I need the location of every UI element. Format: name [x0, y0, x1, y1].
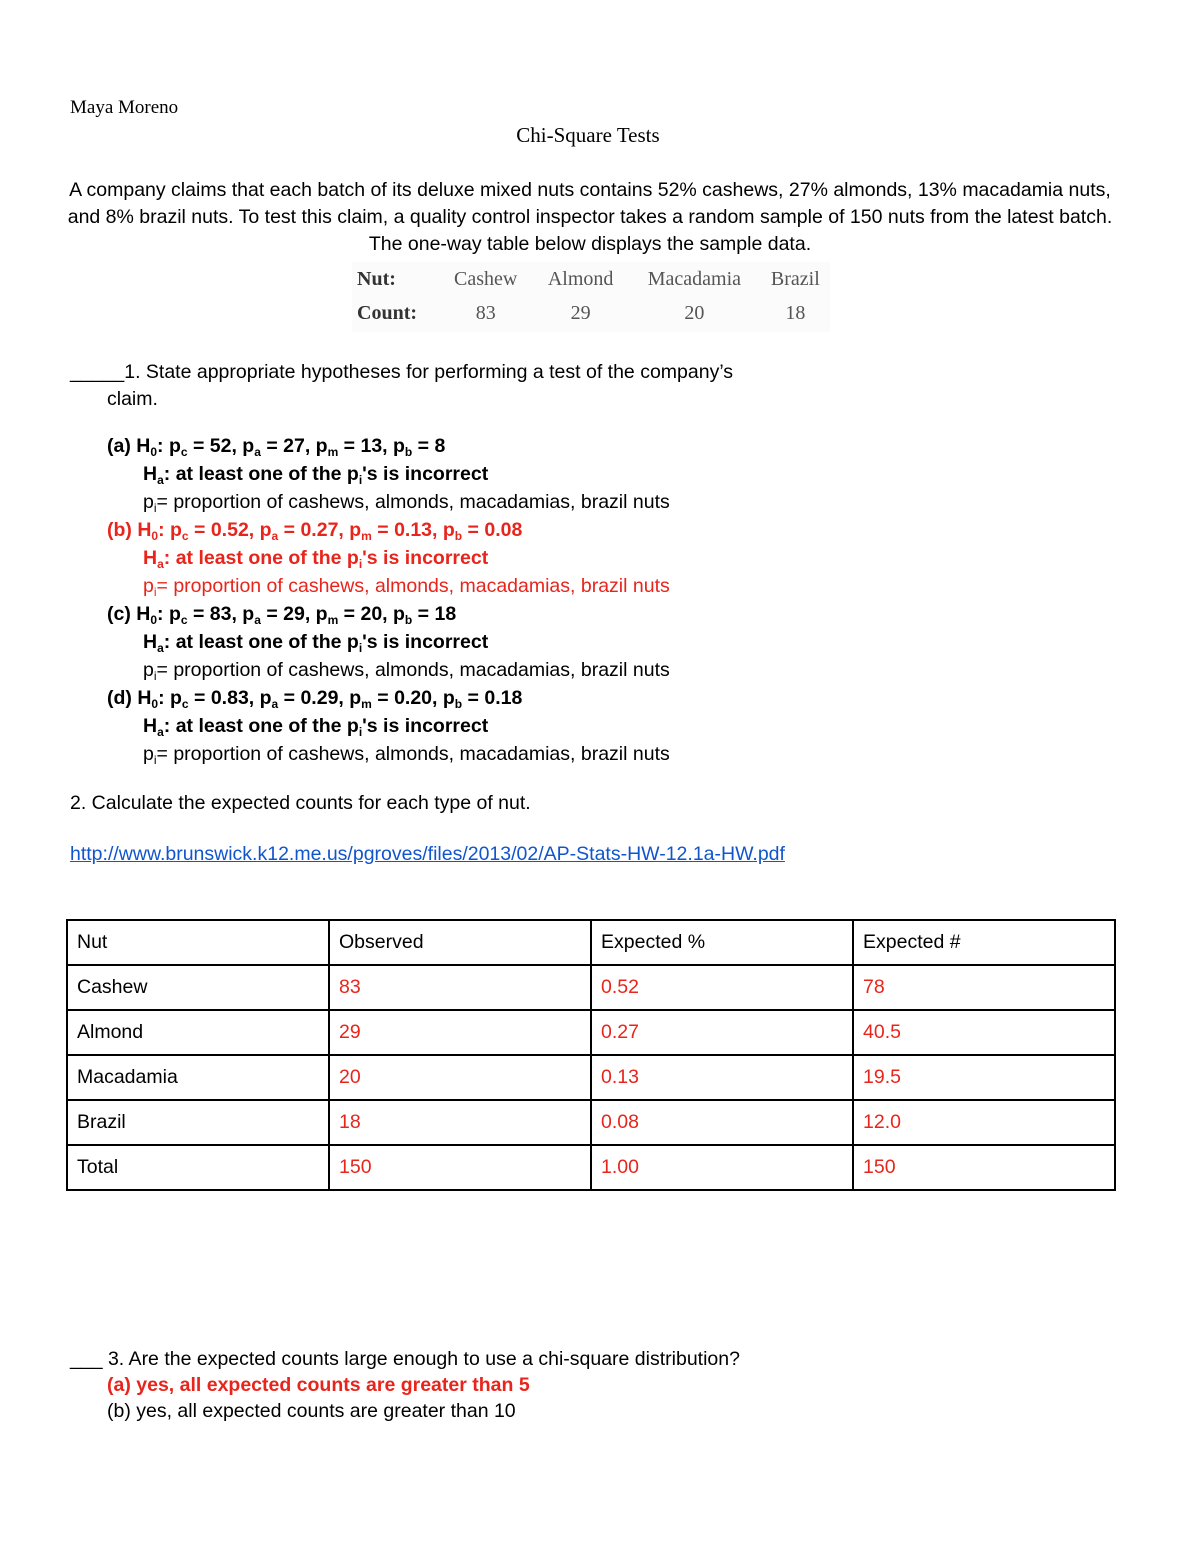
expected-count-cell: 40.5 — [853, 1010, 1115, 1055]
author-name: Maya Moreno — [70, 97, 179, 118]
question-3-option-b: (b) yes, all expected counts are greater than 10 — [107, 1400, 516, 1422]
null-hypothesis: (a) $H_0$: $p_c = 52$, $p_a = 27$, $p_m = 13$, $p_b = 8$ — [107, 435, 446, 459]
header-cell: Expected # — [853, 920, 1115, 965]
expected-pct-cell: 0.52 — [591, 965, 853, 1010]
alternative-hypothesis: $H_a$: at least one of the $p_i's$ is incorrect — [143, 547, 489, 571]
nut-name: Macadamia — [647, 267, 742, 290]
nut-cell: Cashew — [67, 965, 329, 1010]
nut-cell: Total — [67, 1145, 329, 1190]
header-cell: Nut — [67, 920, 329, 965]
table-row — [67, 1010, 1115, 1055]
observed-cell: 20 — [329, 1055, 591, 1100]
alternative-hypothesis: $H_a$: at least one of the $p_i's$ is incorrect — [143, 631, 489, 655]
question-2-prompt: 2. Calculate the expected counts for each type of nut. — [70, 792, 531, 814]
header-cell: Expected % — [591, 920, 853, 965]
parameter-definition: $p_i=$ proportion of cashews, almonds, macadamias, brazil nuts — [143, 743, 670, 767]
reference-link[interactable]: http://www.brunswick.k12.me.us/pgroves/files/2013/02/AP-Stats-HW-12.1a-HW.pdf — [70, 843, 785, 865]
sample-data-table-image — [352, 262, 830, 332]
expected-count-cell: 12.0 — [853, 1100, 1115, 1145]
nut-count: 29 — [570, 301, 591, 324]
hypothesis-option[interactable] — [107, 684, 670, 768]
alternative-hypothesis: $H_a$: at least one of the $p_i's$ is incorrect — [143, 463, 489, 487]
nut-cell: Brazil — [67, 1100, 329, 1145]
question-1-options — [107, 432, 670, 768]
nut-name: Cashew — [454, 267, 518, 290]
expected-pct-cell: 0.08 — [591, 1100, 853, 1145]
table-row — [67, 1100, 1115, 1145]
hypothesis-option[interactable] — [107, 432, 670, 516]
expected-count-cell: 150 — [853, 1145, 1115, 1190]
table-row — [67, 1145, 1115, 1190]
expected-pct-cell: 1.00 — [591, 1145, 853, 1190]
nut-name: Brazil — [770, 267, 820, 290]
null-hypothesis: (c) $H_0$: $p_c = 83$, $p_a = 29$, $p_m = 20$, $p_b = 18$ — [107, 603, 457, 627]
intro-paragraph: A company claims that each batch of its deluxe mixed nuts contains 52% cashews, 27% almonds, 13% macadamia nuts, and 8% brazil nuts. To test this claim, a quality control inspector takes a random sample of 150 nuts from the latest batch. The one-way table below displays the sample data. — [67, 179, 1113, 255]
header-cell: Observed — [329, 920, 591, 965]
parameter-definition: $p_i=$ proportion of cashews, almonds, macadamias, brazil nuts — [143, 575, 670, 599]
null-hypothesis: (b) $H_0$: $p_c = 0.52$, $p_a = 0.27$, $p_m = 0.13$, $p_b = 0.08$ — [107, 519, 523, 543]
observed-cell: 83 — [329, 965, 591, 1010]
observed-cell: 29 — [329, 1010, 591, 1055]
count-row-label: Count: — [357, 301, 418, 324]
expected-pct-cell: 0.13 — [591, 1055, 853, 1100]
nut-count: 18 — [785, 301, 806, 324]
expected-pct-cell: 0.27 — [591, 1010, 853, 1055]
expected-count-cell: 78 — [853, 965, 1115, 1010]
hypothesis-option[interactable] — [107, 600, 670, 684]
parameter-definition: $p_i=$ proportion of cashews, almonds, macadamias, brazil nuts — [143, 491, 670, 515]
observed-cell: 150 — [329, 1145, 591, 1190]
alternative-hypothesis: $H_a$: at least one of the $p_i's$ is incorrect — [143, 715, 489, 739]
page-title: Chi-Square Tests — [516, 123, 660, 147]
parameter-definition: $p_i=$ proportion of cashews, almonds, macadamias, brazil nuts — [143, 659, 670, 683]
expected-count-cell: 19.5 — [853, 1055, 1115, 1100]
question-1-prompt: _____1. State appropriate hypotheses for performing a test of the company’s — [70, 361, 734, 383]
nut-count: 20 — [684, 301, 705, 324]
nut-row-label: Nut: — [357, 267, 396, 290]
table-row — [67, 965, 1115, 1010]
question-3 — [70, 1346, 740, 1424]
expected-counts-table — [66, 919, 1116, 1191]
nut-cell: Macadamia — [67, 1055, 329, 1100]
observed-cell: 18 — [329, 1100, 591, 1145]
table-row — [67, 1055, 1115, 1100]
nut-cell: Almond — [67, 1010, 329, 1055]
hypothesis-option[interactable] — [107, 516, 670, 600]
table-header-row — [67, 920, 1115, 965]
null-hypothesis: (d) $H_0$: $p_c = 0.83$, $p_a = 0.29$, $p_m = 0.20$, $p_b = 0.18$ — [107, 687, 523, 711]
question-3-option-a: (a) yes, all expected counts are greater than 5 — [107, 1374, 530, 1396]
nut-count: 83 — [475, 301, 496, 324]
question-1-prompt-cont: claim. — [107, 388, 158, 410]
question-3-prompt: ___ 3. Are the expected counts large enough to use a chi-square distribution? — [70, 1348, 740, 1370]
nut-name: Almond — [547, 267, 614, 290]
